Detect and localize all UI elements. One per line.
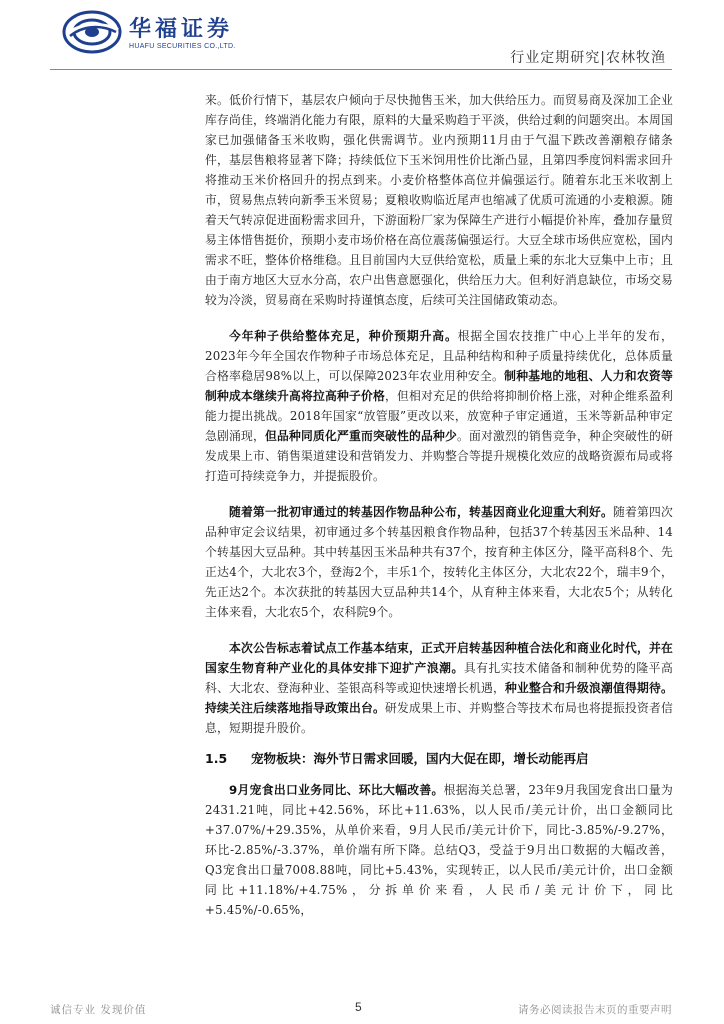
bold-text: 制种基地的地租、人力和农资等制种成本继续升高将拉高种子价格 (205, 369, 673, 403)
body-text: 具有扎实技术储备和制种优势的隆平高科、大北农、登海种业、荃银高科等或迎快速增长机遇， (205, 661, 673, 695)
header-divider (50, 69, 672, 70)
report-body (205, 90, 673, 920)
footer-disclaimer: 请务必阅读报告末页的重要声明 (518, 1004, 672, 1016)
paragraph-seed-supply (205, 326, 673, 486)
report-category: 行业定期研究|农林牧渔 (510, 50, 666, 66)
paragraph-pet-exports (205, 780, 673, 920)
body-text: 研发成果上市、并购整合等技术布局也将提振投资者信息，短期提升股价。 (205, 701, 673, 735)
bold-text: 种业整合和升级浪潮值得期待。持续关注后续落地指导政策出台。 (205, 681, 673, 715)
paragraph-gmo-approval (205, 502, 673, 622)
body-text: 根据海关总署，23年9月我国宠食出口量为2431.21吨，同比+42.56%，环比+11.63%，以人民币/美元计价，出口金额同比+37.07%/+29.35%，从单价来看，9月人民币/美元计价下，同比-3.85%/-9.27%，环比-2.85%/-3.37%，单价端有所下降。总结Q3，受益于9月出口数据的大幅改善，Q3宠食出口量7008.88吨，同比+5.43%，实现转正，以人民币/美元计价，出口金额同比+11.18%/+4.75%，分拆单价来看，人民币/美元计价下，同比+5.45%/-0.65%， (205, 783, 673, 917)
paragraph-gmo-commercialization (205, 638, 673, 738)
body-text: 。面对激烈的销售竞争，种企突破性的研发成果上市、销售渠道建设和营销发力、并购整合等提升规模化效应的战略资源布局或将打造可持续竞争力，并提振股价。 (205, 429, 673, 483)
bold-text: 但品种同质化严重而突破性的品种少 (265, 429, 457, 443)
company-logo (62, 8, 262, 56)
body-text: ，但相对充足的供给将抑制价格上涨，对种企维系盈利能力提出挑战。2018年国家“放管服”更改以来，放宽种子审定通道，玉米等新品种审定急剧涌现， (205, 389, 673, 443)
body-text: 随着第四次品种审定会议结果，初审通过多个转基因粮食作物品种，包括37个转基因玉米品种、14个转基因大豆品种。其中转基因玉米品种共有37个，按育种主体区分，隆平高科8个、先正达4个，大北农3个，登海2个，丰乐1个，按转化主体区分，大北农22个，瑞丰9个，先正达2个。本次获批的转基因大豆品种共14个，从育种主体来看，大北农5个；从转化主体来看，大北农5个，农科院9个。 (205, 505, 673, 619)
footer-slogan: 诚信专业 发现价值 (50, 1004, 147, 1016)
huafu-logo-icon (62, 10, 122, 54)
section-number: 1.5 (205, 750, 228, 766)
paragraph-grain-market: 来。低价行情下，基层农户倾向于尽快抛售玉米，加大供给压力。而贸易商及深加工企业库存尚佳，终端消化能力有限，原料的大量采购趋于平淡，供给过剩的问题突出。本周国家已加强储备玉米收购，强化供需调节。业内预期11月由于气温下跌改善潮粮存储条件，基层售粮将显著下降；持续低位下玉米饲用性价比渐凸显，且第四季度饲料需求回升将推动玉米价格回升的拐点到来。小麦价格整体高位并偏强运行。随着东北玉米收割上市，贸易焦点转向新季玉米贸易；夏粮收购临近尾声也缩减了优质可流通的小麦粮源。随着天气转凉促进面粉需求回升，下游面粉厂家为保障生产进行小幅提价补库，叠加存量贸易主体惜售挺价，预期小麦市场价格在高位震荡偏强运行。大豆全球市场供应宽松，国内需求不旺，整体价格维稳。且目前国内大豆供给宽松，质量上乘的东北大豆集中上市；且由于南方地区大豆水分高，农户出售意愿强化，供给压力大。但利好消息缺位，市场交易较为冷淡，贸易商在采购时持谨慎态度，后续可关注国储政策动态。 (205, 93, 673, 307)
bold-text: 今年种子供给整体充足，种价预期升高。 (229, 329, 458, 343)
page-header (0, 0, 724, 82)
page-number: 5 (355, 1000, 362, 1014)
bold-text: 9月宠食出口业务同比、环比大幅改善。 (229, 783, 444, 797)
logo-english-name: HUAFU SECURITIES CO.,LTD. (129, 43, 236, 50)
section-heading (205, 746, 673, 770)
bold-text: 随着第一批初审通过的转基因作物品种公布，转基因商业化迎重大利好。 (229, 505, 613, 519)
bold-text: 本次公告标志着试点工作基本结束，正式开启转基因种植合法化和商业化时代，并在国家生物育种产业化的具体安排下迎扩产浪潮。 (205, 641, 673, 675)
section-title: 宠物板块：海外节日需求回暖，国内大促在即，增长动能再启 (251, 751, 589, 766)
logo-chinese-name: 华福证券 (129, 17, 234, 42)
body-text: 根据全国农技推广中心上半年的发布，2023年今年全国农作物种子市场总体充足，且品种结构和种子质量持续优化，总体质量合格率稳居98%以上，可以保障2023年农业用种安全。 (205, 329, 673, 383)
